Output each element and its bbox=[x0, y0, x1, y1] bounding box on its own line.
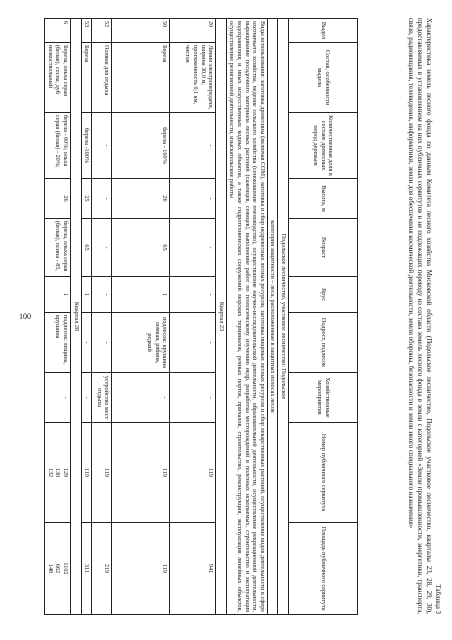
protection-category: категория защитности – леса, расположенные в защитных полосах лесов bbox=[267, 19, 278, 615]
cell-composition: Береза, ольха серая (белая), сосна, дуб низкоствольный bbox=[45, 43, 71, 113]
cell-height: 26 bbox=[112, 179, 170, 219]
cell-share: - bbox=[92, 113, 112, 179]
document-title: Характеристика земель лесного фонда по данным Комитета лесного хозяйства Московской области (Подольское лесничество, Подольское участковое лесничество, кварталы 23, 28, 29, 30), предоставляемых в установленном на них публичных сервитутов и не подлежащих переводу из состава земель лесного фонда в земли с категорией «Земли промышленности, энергетики, транспорта, связи, радиовещания, телевидения, информатики, земли для обеспечения космической деятельности, земли обороны, безопасности и земли иного специального назначения» bbox=[407, 18, 432, 614]
cell-share: - bbox=[170, 113, 216, 179]
section-row bbox=[216, 19, 227, 615]
cell-measures: - bbox=[112, 373, 170, 423]
cell-undergrowth: - bbox=[92, 313, 112, 373]
cell-age: 65 bbox=[81, 219, 92, 277]
cell-composition: Береза bbox=[81, 43, 92, 113]
cell-composition: Поляна для отдыха bbox=[92, 43, 112, 113]
cell-servitude-number bbox=[45, 423, 71, 523]
document-header bbox=[406, 18, 442, 614]
cell-share: береза - 100% bbox=[112, 113, 170, 179]
table-row bbox=[92, 19, 112, 615]
cell-height: 25 bbox=[81, 179, 92, 219]
rotated-page bbox=[14, 6, 446, 626]
section-row bbox=[226, 19, 267, 615]
cell-servitude-number: 119 bbox=[112, 423, 170, 523]
col-header-height: Высота, м bbox=[289, 179, 358, 219]
cell-height: - bbox=[92, 179, 112, 219]
forest-lands-table bbox=[44, 18, 358, 615]
cell-height: - bbox=[170, 179, 216, 219]
col-header-age: Возраст bbox=[289, 219, 358, 277]
cell-height: 26 bbox=[45, 179, 71, 219]
cell-measures: устройство мест отдыха bbox=[92, 373, 112, 423]
table-label: Таблица 3 bbox=[434, 584, 441, 614]
cell-servitude-area bbox=[45, 523, 71, 615]
cell-vydel: 53 bbox=[81, 19, 92, 43]
cell-vydel: 50 bbox=[112, 19, 170, 43]
cell-undergrowth: подлесок: лещина, крушина bbox=[45, 313, 71, 373]
servitude-number: 129 bbox=[62, 467, 70, 478]
col-header-tier: Ярус bbox=[289, 277, 358, 313]
cell-tier: 1 bbox=[81, 277, 92, 313]
cell-servitude-area: 311 bbox=[81, 523, 92, 615]
cell-undergrowth: - bbox=[81, 313, 92, 373]
col-header-undergrowth: Подрост, подлесок bbox=[289, 313, 358, 373]
quarter-23-label: Квартал 23 bbox=[216, 19, 227, 615]
cell-tier: 1 bbox=[45, 277, 71, 313]
servitude-area: 662 bbox=[54, 563, 62, 574]
cell-measures: - bbox=[45, 373, 71, 423]
cell-vydel: 52 bbox=[92, 19, 112, 43]
cell-servitude-area: 941 bbox=[170, 523, 216, 615]
section-row bbox=[278, 19, 289, 615]
table-row bbox=[112, 19, 170, 615]
cell-servitude-number: 119 bbox=[81, 423, 92, 523]
usage-types: Виды использования: заготовка древесины (включая СОМ), заготовка и сбор недревесных лесных ресурсов, заготовка пищевых лесных ресурсов и сбор лекарственных растений, осуществление видов деятельности в сфере охотничьего хозяйства, ведение сельского хозяйства (сенокошение пчеловодство), осуществление научно-исследовательской деятельности, образовательной деятельности, осуществление рекреационной деятельности, выращивание посадочного материала лесных растений (саженцев, сеянцев), выполнение работ по геологическому изучению недр, разработка месторождений в полезных ископаемых, строительство и эксплуатация водохранилищ и иных искусственных водных объектов, а также гидротехнических сооружений морских терминалов, речных портов, причалов, строительство, реконструкция, эксплуатация линейных объектов, осуществление религиозной деятельности, изыскательские работы bbox=[226, 19, 267, 615]
table-row bbox=[81, 19, 92, 615]
cell-tier: 1 bbox=[112, 277, 170, 313]
cell-tier: - bbox=[170, 277, 216, 313]
cell-composition: Береза bbox=[112, 43, 170, 113]
cell-age: - bbox=[92, 219, 112, 277]
col-header-share: Количественная доля в составе древесных пород деревьев bbox=[289, 113, 358, 179]
servitude-number: 132 bbox=[46, 467, 54, 478]
section-row bbox=[71, 19, 82, 615]
cell-vydel: 20 bbox=[170, 19, 216, 43]
table-header-row bbox=[289, 19, 358, 615]
col-header-servitude-area: Площадь публичного сервитута bbox=[289, 523, 358, 615]
cell-undergrowth: - bbox=[170, 313, 216, 373]
cell-servitude-number: 119 bbox=[170, 423, 216, 523]
col-header-vydel: Выдел bbox=[289, 19, 358, 43]
forestry-label: Подольское лесничество, участковое лесничество: Подольское bbox=[278, 19, 289, 615]
servitude-area: 1102 bbox=[62, 562, 70, 575]
table-row bbox=[45, 19, 71, 615]
cell-measures: - bbox=[170, 373, 216, 423]
cell-share: береза -100% bbox=[81, 113, 92, 179]
section-row bbox=[267, 19, 278, 615]
cell-servitude-number: 119 bbox=[92, 423, 112, 523]
cell-tier: - bbox=[92, 277, 112, 313]
page-number: 100 bbox=[19, 312, 31, 321]
cell-measures: - bbox=[81, 373, 92, 423]
cell-undergrowth: подлесок: крушина ломкая, рябина, редкий bbox=[112, 313, 170, 373]
cell-age: - bbox=[170, 219, 216, 277]
servitude-area: 148 bbox=[46, 563, 54, 574]
table-row bbox=[170, 19, 216, 615]
col-header-servitude-number: Номер публичного сервитута bbox=[289, 423, 358, 523]
servitude-number: 130 bbox=[54, 467, 62, 478]
cell-servitude-area: 119 bbox=[112, 523, 170, 615]
col-header-measures: Хозяйственные мероприятия bbox=[289, 373, 358, 423]
cell-share: береза - 60%; ольха серая (белая) - 20%; bbox=[45, 113, 71, 179]
cell-composition: Линия электропередачи, ширина 30,0 м, протяженность 0,1 км, чистая bbox=[170, 43, 216, 113]
col-header-composition: Состав, особенности выдела bbox=[289, 43, 358, 113]
quarter-28-label: Квартал 28 bbox=[71, 19, 82, 615]
cell-servitude-area: 219 bbox=[92, 523, 112, 615]
cell-age: береза, ольха серая (белая), осина - 85, bbox=[45, 219, 71, 277]
cell-vydel: 6 bbox=[45, 19, 71, 43]
cell-age: 65 bbox=[112, 219, 170, 277]
